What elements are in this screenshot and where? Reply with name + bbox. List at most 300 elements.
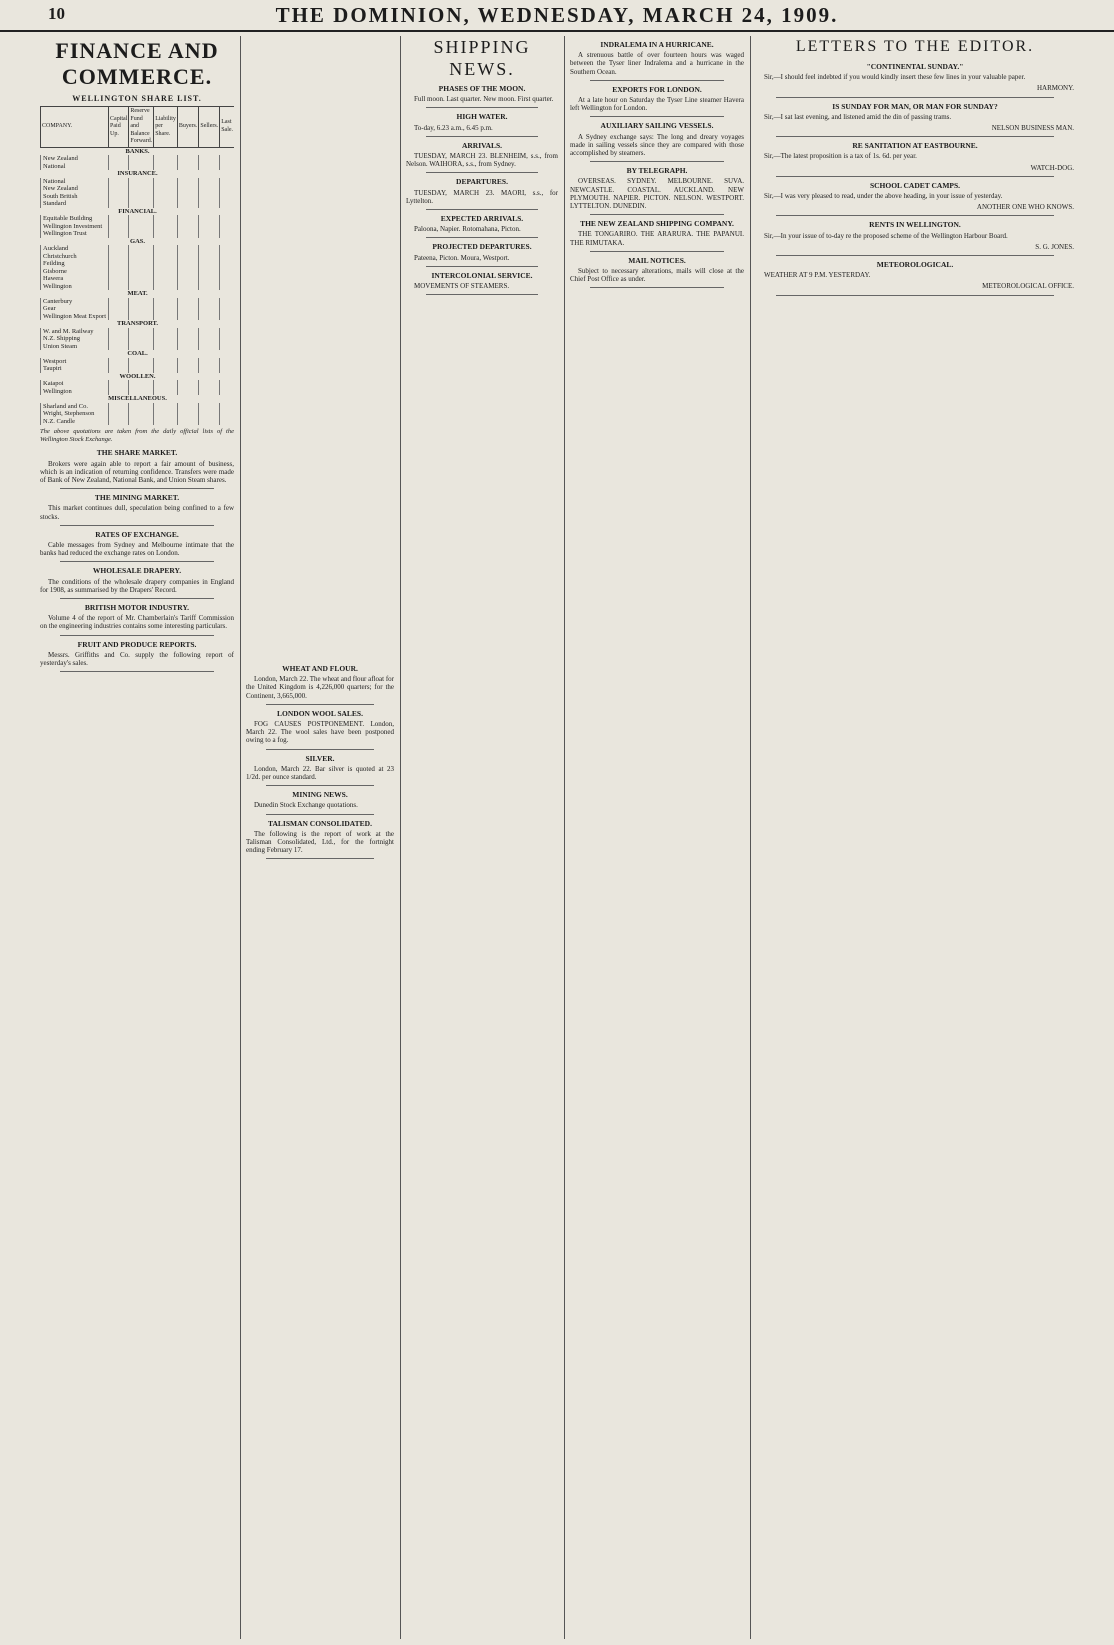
section-title: EXPECTED ARRIVALS. [440, 214, 524, 224]
section-title: THE NEW ZEALAND SHIPPING COMPANY. [580, 219, 734, 229]
table-row [41, 380, 235, 388]
table-cell [199, 223, 220, 231]
table-cell [129, 155, 154, 163]
table-cell [129, 388, 154, 396]
table-header: Liability per Share. [154, 107, 178, 148]
table-cell [129, 410, 154, 418]
table-cell [177, 260, 199, 268]
table-header: COMPANY. [41, 107, 109, 148]
divider [426, 209, 538, 210]
table-cell [154, 343, 178, 351]
table-cell [177, 245, 199, 253]
table-cell [154, 328, 178, 336]
column-rule [240, 36, 241, 1639]
table-cell [109, 365, 129, 373]
table-cell [199, 418, 220, 426]
table-cell [199, 155, 220, 163]
table-cell [220, 200, 234, 208]
section-title: FRUIT AND PRODUCE REPORTS. [77, 639, 197, 649]
table-cell [129, 380, 154, 388]
company-name: Wellington [41, 283, 109, 291]
divider [426, 107, 538, 108]
column-rule [400, 36, 401, 1639]
table-cell [199, 245, 220, 253]
table-cell [154, 313, 178, 321]
table-cell [199, 185, 220, 193]
divider [60, 525, 214, 526]
company-name: Wellington [41, 388, 109, 396]
section-text: Sir,—I was very pleased to read, under the above heading, in your issue of yesterday. [764, 192, 1003, 201]
group-label: COAL. [127, 350, 148, 357]
section-text: A strenuous battle of over fourteen hours was waged between the Tyser liner Indralema and a hurricane in the Southern Ocean. [570, 51, 744, 76]
table-cell [154, 268, 178, 276]
table-cell [199, 283, 220, 291]
table-cell [129, 245, 154, 253]
column-rule [564, 36, 565, 1639]
table-row [41, 365, 235, 373]
table-row [41, 215, 235, 223]
section-text: Sir,—I sat last evening, and listened amid the din of passing trams. [764, 112, 952, 121]
section-text: Volume 4 of the report of Mr. Chamberlain's Tariff Commission on the engineering industries contains some interesting particulars. [40, 614, 234, 631]
table-cell [177, 253, 199, 261]
table-cell [220, 328, 234, 336]
table-cell [199, 163, 220, 171]
divider [776, 295, 1054, 296]
table-cell [199, 305, 220, 313]
table-cell [199, 343, 220, 351]
group-label: GAS. [130, 237, 146, 245]
table-cell [129, 178, 154, 186]
section-text: TUESDAY, MARCH 23. MAORI, s.s., for Lyttelton. [406, 188, 558, 205]
company-name: Union Steam [41, 343, 109, 351]
section-title: IS SUNDAY FOR MAN, OR MAN FOR SUNDAY? [832, 101, 998, 111]
table-row [41, 403, 235, 411]
table-cell [199, 388, 220, 396]
table-row [41, 328, 235, 336]
divider [266, 749, 374, 750]
section-title: AUXILIARY SAILING VESSELS. [600, 121, 714, 131]
table-cell [220, 193, 234, 201]
table-cell [129, 418, 154, 426]
table-cell [109, 245, 129, 253]
table-cell [109, 388, 129, 396]
section-text: OVERSEAS. SYDNEY. MELBOURNE. SUVA. NEWCASTLE. COASTAL. AUCKLAND. NEW PLYMOUTH. NAPIER. PICTON. NELSON. WESTPORT. LYTTELTON. DUNEDIN. [570, 177, 744, 211]
table-cell [220, 418, 234, 426]
table-cell [154, 253, 178, 261]
table-cell [109, 185, 129, 193]
table-row [41, 230, 235, 238]
table-group-row [41, 395, 235, 403]
section-text: Dunedin Stock Exchange quotations. [254, 801, 358, 810]
table-cell [220, 313, 234, 321]
table-cell [177, 358, 199, 366]
table-cell [220, 163, 234, 171]
table-cell [199, 215, 220, 223]
table-cell [220, 365, 234, 373]
table-cell [220, 335, 234, 343]
divider [60, 561, 214, 562]
table-group-row [41, 350, 235, 358]
table-cell [220, 245, 234, 253]
share-list-heading: WELLINGTON SHARE LIST. [72, 94, 202, 103]
table-cell [220, 275, 234, 283]
company-name: Sharland and Co. [41, 403, 109, 411]
table-cell [177, 193, 199, 201]
section-text: Messrs. Griffiths and Co. supply the following report of yesterday's sales. [40, 650, 234, 668]
table-header: Last Sale. [220, 107, 234, 148]
table-cell [129, 215, 154, 223]
table-cell [109, 298, 129, 306]
table-row [41, 305, 235, 313]
divider [590, 251, 724, 252]
section-title: RENTS IN WELLINGTON. [869, 220, 961, 230]
table-cell [109, 358, 129, 366]
table-cell [129, 305, 154, 313]
table-cell [129, 298, 154, 306]
table-cell [177, 230, 199, 238]
section-text: This market continues dull, speculation being confined to a few stocks. [40, 504, 234, 521]
table-cell [199, 193, 220, 201]
table-cell [129, 200, 154, 208]
letter-signature: ANOTHER ONE WHO KNOWS. [976, 203, 1074, 212]
divider [590, 116, 724, 117]
table-cell [154, 260, 178, 268]
company-name: Feilding [41, 260, 109, 268]
table-cell [199, 268, 220, 276]
section-text: WEATHER AT 9 P.M. YESTERDAY. [764, 271, 871, 280]
section-title: THE MINING MARKET. [94, 493, 180, 503]
table-cell [220, 388, 234, 396]
table-group-row [41, 373, 235, 381]
table-cell [220, 185, 234, 193]
shipping-news-column [570, 36, 744, 1639]
divider [776, 97, 1054, 98]
table-cell [177, 200, 199, 208]
markets-column [246, 660, 394, 1639]
company-name: Gisborne [41, 268, 109, 276]
section-text: MOVEMENTS OF STEAMERS. [414, 282, 510, 291]
section-text: Subject to necessary alterations, mails will close at the Chief Post Office as under. [570, 267, 744, 284]
divider [590, 161, 724, 162]
table-cell [220, 223, 234, 231]
group-label: MISCELLANEOUS. [108, 395, 167, 402]
table-cell [177, 268, 199, 276]
company-name: New Zealand [41, 185, 109, 193]
section-text: At a late hour on Saturday the Tyser Line steamer Havera left Wellington for London. [570, 96, 744, 113]
company-name: Wellington Trust [41, 230, 109, 238]
table-note: The above quotations are taken from the daily official lists of the Wellington Stock Exchange. [40, 428, 234, 444]
company-name: Gear [41, 305, 109, 313]
section-title: THE SHARE MARKET. [96, 448, 178, 458]
section-text: Sir,—In your issue of to-day re the proposed scheme of the Wellington Harbour Board. [764, 231, 1008, 240]
divider [590, 80, 724, 81]
table-cell [109, 283, 129, 291]
table-cell [109, 418, 129, 426]
divider [60, 598, 214, 599]
divider [590, 214, 724, 215]
divider [266, 785, 374, 786]
table-cell [109, 260, 129, 268]
divider [60, 488, 214, 489]
table-cell [109, 253, 129, 261]
table-group-row [41, 238, 235, 246]
section-text: London, March 22. The wheat and flour afloat for the United Kingdom is 4,226,000 quarters; for the Continent, 3,665,000. [246, 675, 394, 700]
table-row [41, 163, 235, 171]
section-title: LONDON WOOL SALES. [277, 708, 363, 718]
table-row [41, 185, 235, 193]
table-cell [199, 200, 220, 208]
letter-signature: HARMONY. [1036, 84, 1074, 93]
table-cell [129, 275, 154, 283]
table-cell [199, 313, 220, 321]
table-row [41, 298, 235, 306]
company-name: Westport [41, 358, 109, 366]
table-cell [109, 178, 129, 186]
table-cell [109, 155, 129, 163]
table-cell [154, 365, 178, 373]
table-group-row [41, 208, 235, 216]
table-cell [220, 410, 234, 418]
section-title: HIGH WATER. [456, 112, 508, 122]
table-cell [154, 305, 178, 313]
table-cell [199, 298, 220, 306]
table-cell [177, 335, 199, 343]
table-cell [220, 230, 234, 238]
letter-signature: METEOROLOGICAL OFFICE. [982, 282, 1074, 291]
table-cell [177, 215, 199, 223]
table-cell [129, 260, 154, 268]
table-cell [220, 215, 234, 223]
table-cell [154, 298, 178, 306]
table-row [41, 418, 235, 426]
table-cell [220, 260, 234, 268]
section-title: MAIL NOTICES. [628, 255, 686, 265]
table-cell [154, 223, 178, 231]
section-text: The conditions of the wholesale drapery companies in England for 1908, as summarised by the Drapers' Record. [40, 577, 234, 594]
table-cell [199, 335, 220, 343]
table-cell [220, 305, 234, 313]
table-row [41, 358, 235, 366]
divider [426, 172, 538, 173]
table-cell [129, 193, 154, 201]
table-cell [177, 343, 199, 351]
table-cell [154, 358, 178, 366]
table-row [41, 200, 235, 208]
section-text: London, March 22. Bar silver is quoted at 23 1/2d. per ounce standard. [246, 764, 394, 782]
shipping-heading: SHIPPING NEWS. [433, 37, 531, 79]
table-row [41, 155, 235, 163]
table-group-row [41, 290, 235, 298]
divider [266, 814, 374, 815]
table-cell [199, 380, 220, 388]
table-cell [109, 380, 129, 388]
table-cell [154, 403, 178, 411]
group-label: INSURANCE. [117, 170, 158, 177]
divider [266, 858, 374, 859]
divider [776, 136, 1054, 137]
divider [776, 176, 1054, 177]
company-name: Wright, Stephenson [41, 410, 109, 418]
divider [60, 671, 214, 672]
table-cell [177, 283, 199, 291]
company-name: Standard [41, 200, 109, 208]
table-cell [177, 313, 199, 321]
table-cell [154, 155, 178, 163]
table-cell [129, 313, 154, 321]
section-title: RE SANITATION AT EASTBOURNE. [852, 141, 978, 151]
table-cell [220, 380, 234, 388]
divider [426, 237, 538, 238]
table-cell [177, 388, 199, 396]
table-header: Buyers. [177, 107, 199, 148]
newspaper-title: THE DOMINION, WEDNESDAY, MARCH 24, 1909. [275, 3, 839, 27]
table-cell [177, 403, 199, 411]
table-row [41, 343, 235, 351]
table-row [41, 178, 235, 186]
table-cell [109, 343, 129, 351]
table-cell [154, 200, 178, 208]
section-title: BRITISH MOTOR INDUSTRY. [84, 603, 190, 613]
share-table [40, 106, 234, 425]
section-title: MINING NEWS. [292, 790, 348, 800]
table-header: Reserve Fund and Balance Forward. [129, 107, 154, 148]
company-name: Kaiapoi [41, 380, 109, 388]
table-cell [109, 313, 129, 321]
company-name: New Zealand [41, 155, 109, 163]
table-cell [129, 283, 154, 291]
table-cell [199, 253, 220, 261]
section-title: METEOROLOGICAL. [876, 260, 954, 270]
table-cell [154, 410, 178, 418]
table-cell [154, 380, 178, 388]
table-cell [109, 403, 129, 411]
table-group-row [41, 320, 235, 328]
divider [590, 287, 724, 288]
table-cell [109, 230, 129, 238]
section-text: TUESDAY, MARCH 23. BLENHEIM, s.s., from Nelson. WAIHORA, s.s., from Sydney. [406, 152, 558, 169]
table-cell [199, 260, 220, 268]
table-cell [154, 418, 178, 426]
section-title: RATES OF EXCHANGE. [95, 529, 179, 539]
table-cell [177, 185, 199, 193]
table-row [41, 410, 235, 418]
table-cell [129, 253, 154, 261]
company-name: National [41, 178, 109, 186]
table-cell [154, 163, 178, 171]
letters-column [756, 36, 1074, 1639]
section-title: ARRIVALS. [461, 140, 503, 150]
table-cell [177, 298, 199, 306]
table-cell [177, 305, 199, 313]
section-title: WHEAT AND FLOUR. [282, 664, 358, 673]
table-cell [177, 178, 199, 186]
table-cell [129, 268, 154, 276]
page-number: 10 [48, 4, 65, 23]
table-cell [177, 163, 199, 171]
table-cell [199, 403, 220, 411]
table-cell [154, 193, 178, 201]
table-header: Capital Paid Up. [109, 107, 129, 148]
section-title: INDRALEMA IN A HURRICANE. [600, 40, 714, 49]
table-cell [199, 365, 220, 373]
table-cell [129, 163, 154, 171]
table-cell [129, 230, 154, 238]
table-cell [220, 253, 234, 261]
finance-heading: FINANCE AND COMMERCE. [55, 38, 219, 89]
table-header: Sellers. [199, 107, 220, 148]
table-row [41, 245, 235, 253]
section-text: Pateena, Picton. Moura, Westport. [414, 253, 510, 262]
group-label: FINANCIAL. [118, 207, 157, 215]
group-label: TRANSPORT. [117, 320, 159, 327]
table-row [41, 260, 235, 268]
table-cell [129, 223, 154, 231]
table-cell [154, 215, 178, 223]
table-row [41, 193, 235, 201]
divider [266, 704, 374, 705]
table-cell [220, 358, 234, 366]
table-cell [129, 328, 154, 336]
table-cell [199, 410, 220, 418]
table-cell [220, 403, 234, 411]
table-cell [220, 268, 234, 276]
table-cell [109, 328, 129, 336]
table-row [41, 223, 235, 231]
table-cell [177, 410, 199, 418]
table-cell [109, 335, 129, 343]
section-text: FOG CAUSES POSTPONEMENT. London, March 22. The wool sales have been postponed owing to a fog. [246, 720, 394, 745]
section-text: Sir,—The latest proposition is a tax of 1s. 6d. per year. [764, 152, 917, 161]
company-name: Equitable Building [41, 215, 109, 223]
table-cell [129, 343, 154, 351]
divider [776, 215, 1054, 216]
section-title: EXPORTS FOR LONDON. [612, 84, 702, 94]
table-cell [177, 380, 199, 388]
section-text: Brokers were again able to report a fair amount of business, which is an indication of returning confidence. Transfers were made of Bank of New Zealand, National Bank, and Union Steam shares. [40, 459, 234, 485]
table-cell [220, 178, 234, 186]
section-text: Cable messages from Sydney and Melbourne intimate that the banks had reduced the exchange rates on London. [40, 541, 234, 558]
table-cell [109, 200, 129, 208]
shipping-column [406, 36, 558, 1639]
table-cell [199, 178, 220, 186]
table-cell [129, 358, 154, 366]
table-cell [220, 283, 234, 291]
table-cell [109, 223, 129, 231]
company-name: N.Z. Shipping [41, 335, 109, 343]
table-cell [154, 283, 178, 291]
section-title: "CONTINENTAL SUNDAY." [866, 62, 964, 71]
company-name: Auckland [41, 245, 109, 253]
table-cell [199, 230, 220, 238]
table-cell [154, 178, 178, 186]
company-name: Canterbury [41, 298, 109, 306]
table-cell [154, 185, 178, 193]
section-text: A Sydney exchange says: The long and dreary voyages made in sailing vessels since they are compared with those accomplished by steamers. [570, 132, 744, 158]
letter-signature: S. G. JONES. [1035, 242, 1074, 251]
table-cell [129, 403, 154, 411]
table-group-row [41, 147, 235, 155]
table-cell [109, 410, 129, 418]
company-name: National [41, 163, 109, 171]
section-text: Sir,—I should feel indebted if you would kindly insert these few lines in your valuable paper. [764, 73, 1026, 82]
group-label: MEAT. [127, 290, 148, 297]
table-cell [154, 245, 178, 253]
divider [426, 266, 538, 267]
table-row [41, 388, 235, 396]
section-title: INTERCOLONIAL SERVICE. [431, 270, 533, 280]
table-cell [177, 328, 199, 336]
table-cell [109, 163, 129, 171]
